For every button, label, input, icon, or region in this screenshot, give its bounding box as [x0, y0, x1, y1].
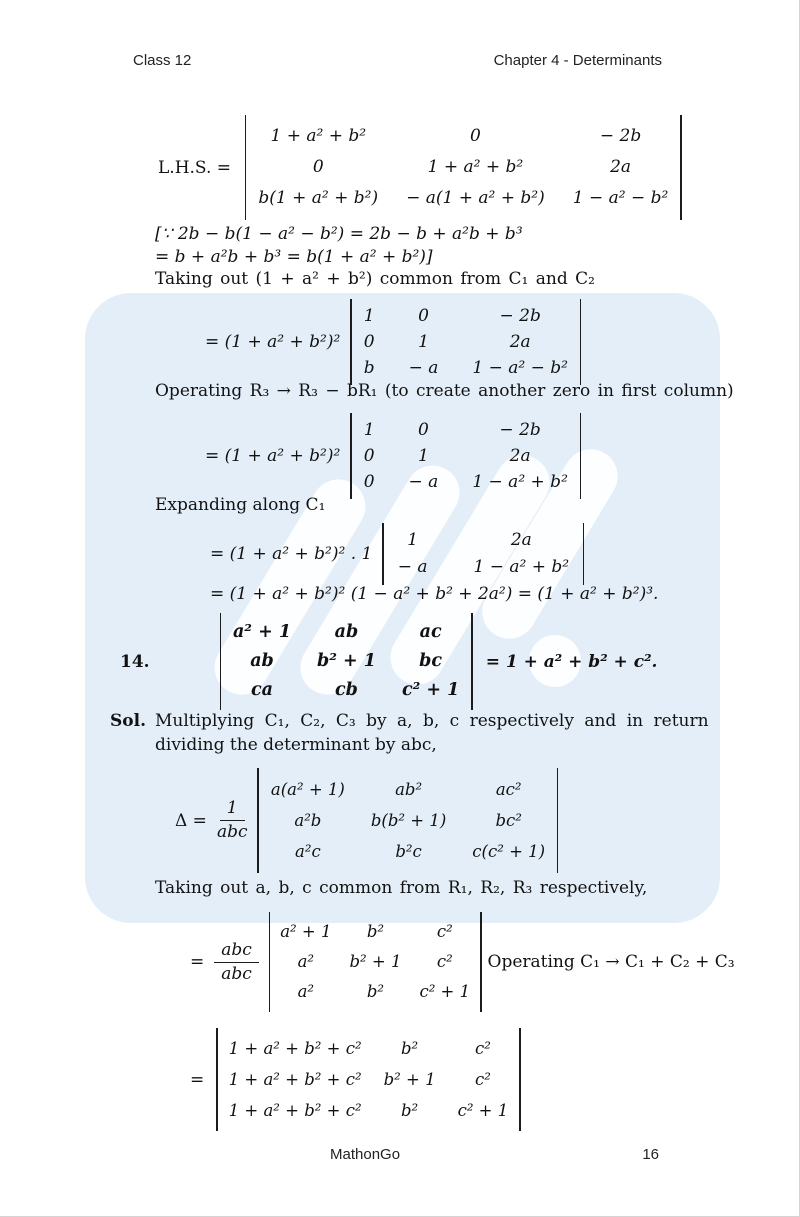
matrix-cell: 1 − a² + b² — [472, 472, 568, 492]
operating-r3-line: Operating R₃ → R₃ − bR₁ (to create another zero in first column) — [155, 381, 734, 401]
fraction-denominator: abc — [221, 963, 252, 984]
matrix-cell: b² + 1 — [383, 1070, 436, 1089]
matrix-cell: b² + 1 — [349, 952, 402, 971]
matrix-cell: 1 − a² − b² — [572, 188, 669, 208]
matrix-cell: b² — [366, 982, 385, 1001]
footer-page-number: 16 — [642, 1146, 659, 1163]
matrix-cell: 2a — [509, 332, 531, 352]
matrix-cell: − a — [397, 557, 428, 577]
fraction-numerator: abc — [214, 941, 259, 963]
matrix-cell: 0 — [363, 446, 375, 466]
determinant-step3 — [350, 413, 581, 499]
determinant-bar — [480, 912, 481, 1012]
determinant-bar — [580, 299, 581, 385]
matrix-cell: 1 — [363, 420, 375, 440]
step3-equation — [205, 413, 581, 499]
solution-line-1: Multiplying C₁, C₂, C₃ by a, b, c respectively and in return — [155, 711, 709, 731]
matrix-cell: bc — [419, 651, 443, 671]
matrix-cell: b²c — [395, 842, 422, 861]
matrix-cell: b(1 + a² + b²) — [258, 188, 379, 208]
matrix-cell: c² + 1 — [401, 680, 460, 700]
matrix-cell: 0 — [470, 126, 481, 146]
factor-squared: = (1 + a² + b²)² — [205, 446, 341, 466]
matrix-cell: − 2b — [499, 420, 541, 440]
matrix-cell: 1 + a² + b² — [270, 126, 367, 146]
step2-equation — [205, 299, 581, 385]
delta-label: Δ = — [175, 810, 207, 831]
matrix-cell: b(b² + 1) — [370, 811, 447, 830]
matrix-cell: b² — [400, 1101, 419, 1120]
matrix-cell: 1 + a² + b² + c² — [228, 1039, 362, 1058]
lhs-equation — [158, 115, 682, 220]
matrix-cell: 1 − a² − b² — [472, 358, 568, 378]
expansion-equation — [210, 523, 584, 585]
determinant-bar — [519, 1028, 520, 1131]
fraction-abc-over-abc — [214, 941, 259, 984]
determinant-2x2 — [382, 523, 584, 585]
matrix-cell: − a(1 + a² + b²) — [406, 188, 545, 208]
matrix-cell: cb — [335, 680, 358, 700]
matrix-cell: − 2b — [499, 306, 541, 326]
matrix-cell: 1 + a² + b² + c² — [228, 1070, 362, 1089]
matrix-cell: ab — [334, 622, 359, 642]
footer-brand: MathonGo — [330, 1146, 401, 1163]
matrix-cell: ac² — [495, 780, 522, 799]
matrix-cell: 1 — [418, 332, 429, 352]
matrix-cell: − a — [408, 358, 439, 378]
matrix-cell: a² + 1 — [232, 622, 291, 642]
determinant-bar — [471, 613, 472, 710]
matrix-cell: c² + 1 — [457, 1101, 509, 1120]
matrix-cell: 0 — [363, 472, 375, 492]
header-class-label: Class 12 — [133, 52, 192, 69]
matrix-cell: c² — [436, 952, 453, 971]
matrix-cell: 1 — [407, 530, 419, 550]
determinant-final — [216, 1028, 520, 1131]
expanding-line: Expanding along C₁ — [155, 495, 326, 515]
matrix-cell: 2a — [510, 530, 532, 550]
determinant-bar — [680, 115, 681, 220]
question-rhs: = 1 + a² + b² + c². — [485, 651, 658, 672]
matrix-cell: ab — [250, 651, 274, 671]
determinant-lhs — [245, 115, 682, 220]
matrix-cell: 1 + a² + b² — [427, 157, 524, 177]
because-line-2: = b + a²b + b³ = b(1 + a² + b²)] — [155, 247, 433, 267]
matrix-cell: 1 + a² + b² + c² — [228, 1101, 362, 1120]
operating-c1-line: Operating C₁ → C₁ + C₂ + C₃ — [487, 952, 735, 972]
matrix-cell: a² — [297, 982, 315, 1001]
final-result-line: = (1 + a² + b²)² (1 − a² + b² + 2a²) = (1 + a² + b²)³. — [210, 584, 659, 604]
matrix-cell: c² — [474, 1070, 491, 1089]
abc-equation — [190, 912, 735, 1012]
matrix-cell: 0 — [418, 420, 429, 440]
matrix-cell: 0 — [418, 306, 429, 326]
solution-label: Sol. — [110, 711, 146, 731]
matrix-cell: 2a — [509, 446, 531, 466]
determinant-question14 — [220, 613, 473, 710]
question-number: 14. — [120, 651, 150, 672]
matrix-cell: 2a — [610, 157, 632, 177]
matrix-cell: ac — [419, 622, 442, 642]
final-determinant-equation — [190, 1028, 521, 1131]
matrix-cell: c² — [436, 922, 453, 941]
matrix-cell: c² — [474, 1039, 491, 1058]
matrix-cell: a² — [297, 952, 315, 971]
determinant-bar — [557, 768, 558, 873]
matrix-cell: 1 — [418, 446, 429, 466]
equals-sign: = — [190, 952, 205, 972]
matrix-cell: b — [363, 358, 375, 378]
matrix-cell: c² + 1 — [419, 982, 471, 1001]
matrix-cell: b² — [366, 922, 385, 941]
matrix-cell: c(c² + 1) — [472, 842, 546, 861]
determinant-bar — [580, 413, 581, 499]
factor-squared-dot-one: = (1 + a² + b²)² . 1 — [210, 544, 373, 564]
solution-line-2: dividing the determinant by abc, — [155, 735, 437, 755]
matrix-cell: − a — [408, 472, 439, 492]
matrix-cell: b² — [400, 1039, 419, 1058]
lhs-label: L.H.S. = — [158, 157, 232, 178]
equals-sign: = — [190, 1069, 205, 1090]
matrix-cell: bc² — [495, 811, 522, 830]
fraction-denominator: abc — [216, 822, 248, 842]
determinant-bar — [583, 523, 584, 585]
matrix-cell: 0 — [363, 332, 375, 352]
question-14 — [120, 613, 657, 710]
matrix-cell: 0 — [312, 157, 324, 177]
matrix-cell: − 2b — [599, 126, 642, 146]
delta-equation — [175, 768, 558, 873]
matrix-cell: b² + 1 — [317, 651, 376, 671]
matrix-cell: a²c — [295, 842, 321, 861]
determinant-delta — [257, 768, 558, 873]
factor-squared: = (1 + a² + b²)² — [205, 332, 341, 352]
determinant-taken-out — [269, 912, 482, 1012]
matrix-cell: a²b — [294, 811, 322, 830]
fraction-one-over-abc — [217, 799, 248, 842]
taking-out-abc-line: Taking out a, b, c common from R₁, R₂, R₃ respectively, — [155, 878, 648, 898]
taking-out-common-line: Taking out (1 + a² + b²) common from C₁ and C₂ — [155, 269, 595, 289]
matrix-cell: ab² — [395, 780, 423, 799]
matrix-cell: a² + 1 — [280, 922, 332, 941]
matrix-cell: a(a² + 1) — [270, 780, 345, 799]
header-chapter-label: Chapter 4 - Determinants — [493, 52, 662, 69]
determinant-step2 — [350, 299, 581, 385]
fraction-numerator: 1 — [220, 799, 245, 821]
because-line-1: [∵ 2b − b(1 − a² − b²) = 2b − b + a²b + b³ — [155, 224, 523, 244]
matrix-cell: 1 − a² + b² — [473, 557, 570, 577]
matrix-cell: ca — [250, 680, 273, 700]
matrix-cell: 1 — [363, 306, 375, 326]
